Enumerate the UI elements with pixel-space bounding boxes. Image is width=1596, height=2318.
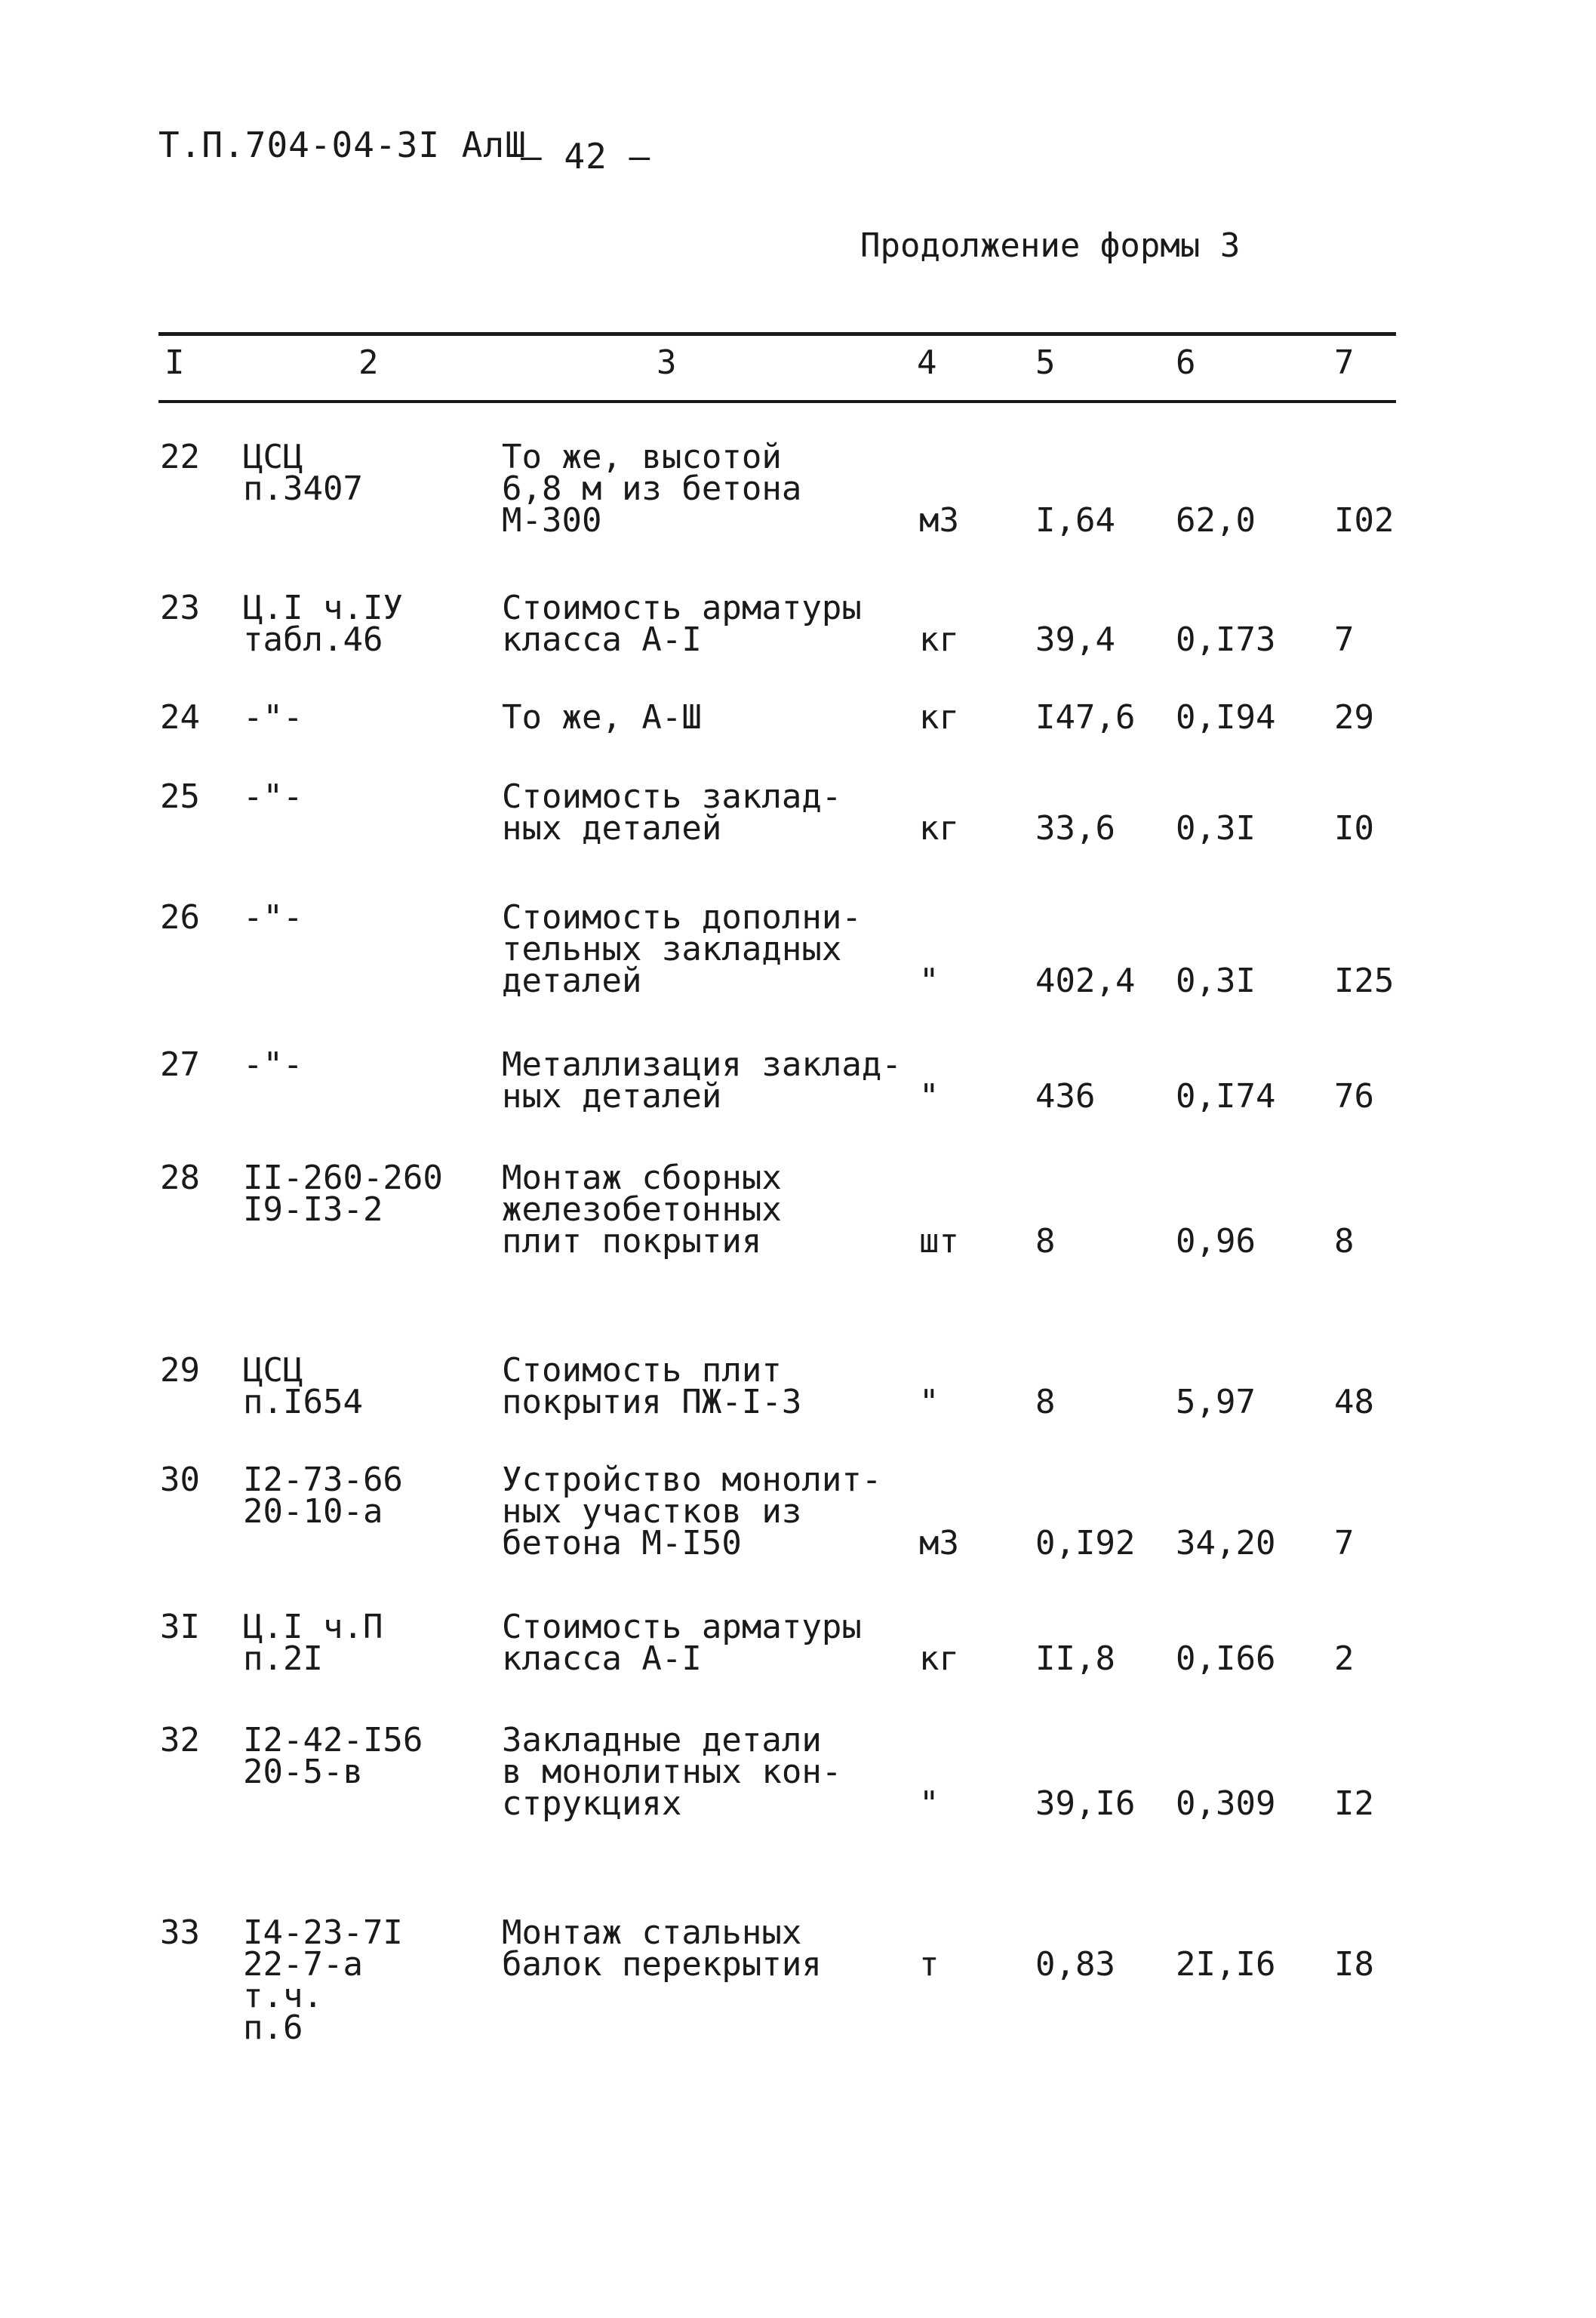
row-number: 29 [160,1351,200,1390]
row-unit-price: 0,3I [1176,962,1256,1000]
row-reference: I2-42-I56 20-5-в [243,1721,423,1791]
row-unit-price: 0,96 [1176,1222,1256,1261]
row-description: Стоимость арматуры класса А-I [502,589,862,659]
page-number: — 42 — [521,136,651,177]
row-total: 8 [1334,1222,1355,1261]
row-unit-price: 0,I74 [1176,1077,1276,1116]
row-quantity: 436 [1035,1077,1096,1116]
row-reference: I4-23-7I 22-7-а т.ч. п.6 [243,1913,403,2047]
row-total: I8 [1334,1945,1374,1984]
row-unit: " [919,1784,939,1823]
row-reference: Ц.I ч.IУ табл.46 [243,589,403,659]
column-header-5: 5 [1035,343,1056,382]
row-description: Монтаж сборных железобетонных плит покрытия [502,1159,782,1261]
row-quantity: 0,I92 [1035,1524,1136,1562]
row-unit-price: 34,20 [1176,1524,1276,1562]
row-quantity: 33,6 [1035,809,1115,848]
row-description: Стоимость арматуры класса А-I [502,1608,862,1678]
row-reference: -"- [243,777,303,816]
row-description: Стоимость заклад- ных деталей [502,777,842,848]
row-reference: -"- [243,698,303,737]
row-unit: кг [919,809,959,848]
row-reference: I2-73-66 20-10-а [243,1461,403,1531]
row-total: 29 [1334,698,1374,737]
row-unit: м3 [919,501,959,540]
row-number: 22 [160,438,200,476]
row-number: 26 [160,898,200,937]
row-total: 48 [1334,1383,1374,1421]
row-number: 3I [160,1608,200,1646]
row-number: 23 [160,589,200,627]
row-description: То же, А-Ш [502,698,702,737]
row-reference: ЦСЦ п.3407 [243,438,363,508]
row-unit: м3 [919,1524,959,1562]
row-unit: т [919,1945,939,1984]
row-unit: шт [919,1222,959,1261]
row-number: 28 [160,1159,200,1197]
row-total: I0 [1334,809,1374,848]
row-description: Металлизация заклад- ных деталей [502,1045,902,1116]
row-unit: " [919,1383,939,1421]
row-total: I25 [1334,962,1395,1000]
row-total: 7 [1334,620,1355,659]
row-unit: кг [919,698,959,737]
row-unit: кг [919,1639,959,1678]
row-reference: II-260-260 I9-I3-2 [243,1159,443,1229]
row-quantity: 0,83 [1035,1945,1115,1984]
row-unit: кг [919,620,959,659]
row-total: I2 [1334,1784,1374,1823]
row-quantity: II,8 [1035,1639,1115,1678]
row-total: 76 [1334,1077,1374,1116]
row-total: 2 [1334,1639,1355,1678]
row-number: 27 [160,1045,200,1084]
row-description: Монтаж стальных балок перекрытия [502,1913,822,1984]
column-header-2: 2 [358,343,379,382]
row-quantity: I47,6 [1035,698,1136,737]
row-description: Стоимость дополни- тельных закладных деталей [502,898,862,1000]
row-reference: ЦСЦ п.I654 [243,1351,363,1421]
row-quantity: 8 [1035,1383,1056,1421]
row-number: 30 [160,1461,200,1499]
row-unit-price: 0,309 [1176,1784,1276,1823]
row-quantity: 8 [1035,1222,1056,1261]
column-header-3: 3 [657,343,677,382]
header-bottom-rule [158,400,1396,403]
row-total: 7 [1334,1524,1355,1562]
column-header-7: 7 [1334,343,1355,382]
row-reference: -"- [243,1045,303,1084]
column-header-6: 6 [1176,343,1196,382]
row-number: 25 [160,777,200,816]
row-description: То же, высотой 6,8 м из бетона М-300 [502,438,802,540]
page-code: Т.П.704-04-3I АлШ [158,125,527,165]
row-description: Устройство монолит- ных участков из бетона М-I50 [502,1461,882,1562]
row-reference: Ц.I ч.П п.2I [243,1608,383,1678]
row-quantity: 39,4 [1035,620,1115,659]
row-quantity: 402,4 [1035,962,1136,1000]
table-top-rule [158,332,1396,336]
column-header-4: 4 [917,343,937,382]
column-header-1: I [165,343,185,382]
row-unit: " [919,962,939,1000]
row-number: 32 [160,1721,200,1759]
row-unit-price: 0,I94 [1176,698,1276,737]
row-unit-price: 0,3I [1176,809,1256,848]
row-unit-price: 0,I73 [1176,620,1276,659]
row-unit: " [919,1077,939,1116]
row-unit-price: 2I,I6 [1176,1945,1276,1984]
continuation-title: Продолжение формы 3 [860,226,1241,265]
row-unit-price: 0,I66 [1176,1639,1276,1678]
row-description: Закладные детали в монолитных кон- струкциях [502,1721,842,1823]
row-total: I02 [1334,501,1395,540]
row-number: 24 [160,698,200,737]
row-quantity: I,64 [1035,501,1115,540]
row-unit-price: 5,97 [1176,1383,1256,1421]
row-description: Стоимость плит покрытия ПЖ-I-3 [502,1351,802,1421]
row-unit-price: 62,0 [1176,501,1256,540]
row-number: 33 [160,1913,200,1952]
row-quantity: 39,I6 [1035,1784,1136,1823]
row-reference: -"- [243,898,303,937]
